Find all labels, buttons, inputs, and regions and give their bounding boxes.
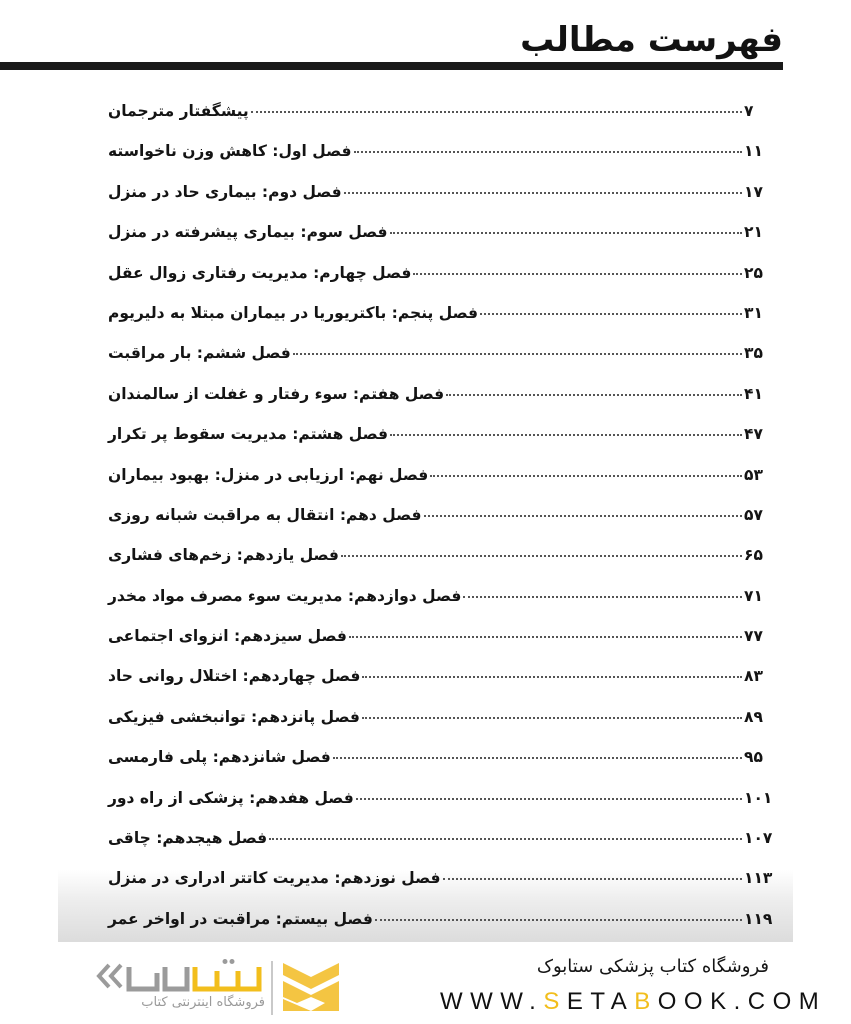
toc-entry-page: ۸۳ <box>744 667 763 686</box>
dotted-leader <box>293 353 742 355</box>
toc-entry-page: ۶۵ <box>744 546 763 565</box>
toc-entry[interactable] <box>108 102 786 142</box>
toc-entry[interactable] <box>108 466 786 506</box>
toc-entry[interactable] <box>108 789 786 829</box>
toc-entry-title: فصل هفدهم: پزشکی از راه دور <box>108 788 354 807</box>
toc-entry-page: ۳۱ <box>744 303 763 322</box>
toc-entry-title: فصل چهاردهم: اختلال روانی حاد <box>108 667 361 686</box>
logo-divider <box>271 961 273 1015</box>
toc-entry-page: ۱۰۷ <box>744 829 773 848</box>
store-website-link[interactable] <box>440 988 826 1016</box>
toc-entry-title: فصل پنجم: باکتریوریا در بیماران مبتلا به دلیریوم <box>108 303 479 322</box>
url-suffix: OOK.COM <box>657 988 827 1015</box>
toc-entry[interactable] <box>108 829 786 869</box>
dotted-leader <box>269 838 742 840</box>
dotted-leader <box>333 757 742 759</box>
chevron-book-mark-icon <box>281 957 341 1017</box>
toc-entry-title: فصل ششم: بار مراقبت <box>108 344 291 363</box>
toc-entry[interactable] <box>108 748 786 788</box>
toc-entry-title: فصل نوزدهم: مدیریت کاتتر ادراری در منزل <box>108 869 441 888</box>
dotted-leader <box>446 394 742 396</box>
toc-entry[interactable] <box>108 385 786 425</box>
toc-entry-page: ۷۱ <box>744 586 763 605</box>
toc-entry[interactable] <box>108 708 786 748</box>
toc-entry-title: فصل هشتم: مدیریت سقوط پر تکرار <box>108 425 389 444</box>
toc-entry[interactable] <box>108 506 786 546</box>
toc-entry-title: فصل سوم: بیماری پیشرفته در منزل <box>108 223 388 242</box>
toc-entry-title: فصل دوازدهم: مدیریت سوء مصرف مواد مخدر <box>108 586 462 605</box>
toc-entry[interactable] <box>108 869 786 909</box>
toc-entry-title: فصل یازدهم: زخم‌های فشاری <box>108 546 339 565</box>
dotted-leader <box>344 192 742 194</box>
url-highlight-s: S <box>543 988 567 1015</box>
dotted-leader <box>375 919 742 921</box>
toc-entry-page: ۹۵ <box>744 748 763 767</box>
toc-entry-page: ۲۵ <box>744 263 763 282</box>
toc-entry[interactable] <box>108 264 786 304</box>
dotted-leader <box>362 717 742 719</box>
toc-entry-title: فصل بیستم: مراقبت در اواخر عمر <box>108 909 373 928</box>
toc-entry-page: ۱۱۹ <box>744 909 773 928</box>
toc-entry[interactable] <box>108 546 786 586</box>
setabook-wordmark-icon <box>95 959 265 993</box>
store-name: فروشگاه کتاب پزشکی ستابوک <box>536 956 769 977</box>
toc-entry-title: فصل هیجدهم: چاقی <box>108 829 268 848</box>
dotted-leader <box>430 475 742 477</box>
toc-entry[interactable] <box>108 910 786 950</box>
toc-entry-page: ۷ <box>744 102 754 120</box>
toc-entry-page: ۵۳ <box>744 465 763 484</box>
toc-entry-page: ۱۱۳ <box>744 869 773 888</box>
toc-entry-page: ۳۵ <box>744 344 763 363</box>
toc-entry-page: ۴۱ <box>744 384 763 403</box>
dotted-leader <box>463 596 742 598</box>
toc-entry-title: پیشگفتار مترجمان <box>108 102 249 120</box>
toc-entry[interactable] <box>108 587 786 627</box>
dotted-leader <box>354 151 742 153</box>
toc-entry-page: ۱۰۱ <box>744 788 773 807</box>
toc-entry-title: فصل پانزدهم: توانبخشی فیزیکی <box>108 707 360 726</box>
toc-entry[interactable] <box>108 627 786 667</box>
toc-entry[interactable] <box>108 223 786 263</box>
toc-entry-page: ۱۷ <box>744 182 763 201</box>
title-underline-rule <box>0 62 783 70</box>
dotted-leader <box>349 636 742 638</box>
url-prefix: WWW. <box>440 988 544 1015</box>
dotted-leader <box>480 313 742 315</box>
dotted-leader <box>356 798 742 800</box>
url-part: ETA <box>566 988 635 1015</box>
page-title: فهرست مطالب <box>520 20 783 60</box>
toc-entry[interactable] <box>108 304 786 344</box>
toc-entry-title: فصل اول: کاهش وزن ناخواسته <box>108 142 352 161</box>
toc-entry[interactable] <box>108 142 786 182</box>
logo-tagline: فروشگاه اینترنتی کتاب <box>141 995 265 1010</box>
toc-entry-page: ۲۱ <box>744 223 763 242</box>
toc-entry-title: فصل سیزدهم: انزوای اجتماعی <box>108 627 347 646</box>
toc-entry[interactable] <box>108 667 786 707</box>
dotted-leader <box>362 676 742 678</box>
dotted-leader <box>443 878 742 880</box>
dotted-leader <box>390 434 742 436</box>
toc-entry-title: فصل شانزدهم: پلی فارمسی <box>108 748 331 767</box>
toc-entry-title: فصل چهارم: مدیریت رفتاری زوال عقل <box>108 263 412 282</box>
dotted-leader <box>251 111 742 113</box>
dotted-leader <box>424 515 742 517</box>
toc-entry-page: ۸۹ <box>744 707 763 726</box>
toc-entry-title: فصل دوم: بیماری حاد در منزل <box>108 182 342 201</box>
table-of-contents <box>108 102 786 950</box>
toc-entry[interactable] <box>108 183 786 223</box>
toc-entry-page: ۴۷ <box>744 425 763 444</box>
toc-entry-page: ۷۷ <box>744 627 763 646</box>
toc-entry-title: فصل نهم: ارزیابی در منزل: بهبود بیماران <box>108 465 429 484</box>
toc-entry[interactable] <box>108 344 786 384</box>
url-highlight-b: B <box>634 988 658 1015</box>
toc-entry-title: فصل دهم: انتقال به مراقبت شبانه روزی <box>108 505 422 524</box>
toc-entry-page: ۵۷ <box>744 505 763 524</box>
dotted-leader <box>413 273 742 275</box>
dotted-leader <box>390 232 742 234</box>
toc-entry[interactable] <box>108 425 786 465</box>
toc-entry-title: فصل هفتم: سوء رفتار و غفلت از سالمندان <box>108 384 445 403</box>
setabook-logo[interactable] <box>95 955 345 1020</box>
dotted-leader <box>341 555 742 557</box>
toc-entry-page: ۱۱ <box>744 142 763 161</box>
